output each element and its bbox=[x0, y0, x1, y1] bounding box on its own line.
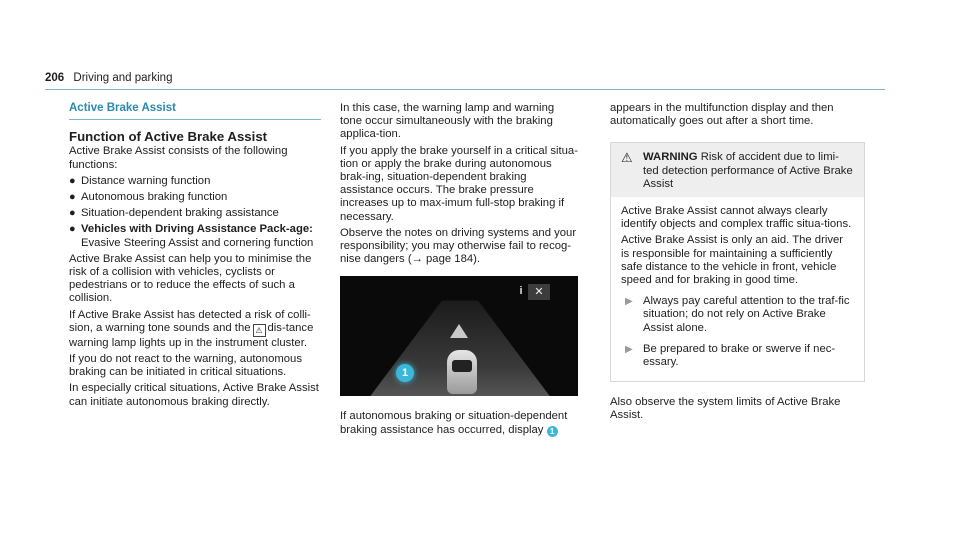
action-item: ▶ Always pay careful attention to the traf-fic situation; do not rely on Active Brake Assist alone. bbox=[625, 295, 850, 334]
multifunction-display-image bbox=[340, 276, 578, 396]
function-list bbox=[69, 175, 321, 250]
paragraph-especially: In especially critical situations, Active Brake Assist can initiate autonomous braking directly. bbox=[69, 382, 319, 408]
paragraph-system-limits: Also observe the system limits of Active Brake Assist. bbox=[610, 396, 841, 422]
bullet-icon: ● bbox=[69, 207, 76, 220]
close-icon: ✕ bbox=[528, 284, 550, 300]
page-number: 206 bbox=[45, 72, 65, 84]
chapter-title: Driving and parking bbox=[73, 72, 173, 84]
section-title: Active Brake Assist bbox=[69, 102, 176, 114]
image-caption: If autonomous braking or situation-dependent braking assistance has occurred, display 1 bbox=[340, 410, 568, 436]
paragraph-detect: If Active Brake Assist has detected a risk of colli-sion, a warning tone sounds and the ⚠ dis-tance warning lamp lights up in the instrument cluster. bbox=[69, 308, 314, 349]
bullet-icon: ● bbox=[69, 174, 76, 187]
warning-paragraph: Active Brake Assist is only an aid. The driver is responsible for maintaining a sufficiently safe distance to the vehicle in front, vehicle speed and for braking in good time. bbox=[621, 234, 844, 287]
warning-header bbox=[611, 143, 864, 197]
paragraph-minimise: Active Brake Assist can help you to minimise the risk of a collision with vehicles, cyclists or pedestrians or to reduce the effects of such a collision. bbox=[69, 252, 312, 305]
list-item: ● Vehicles with Driving Assistance Pack-age: Evasive Steering Assist and cornering function bbox=[69, 223, 314, 249]
list-item: ● Distance warning function bbox=[69, 174, 211, 187]
list-item: ● Autonomous braking function bbox=[69, 191, 228, 204]
column-2 bbox=[340, 102, 578, 440]
warning-label: WARNING bbox=[643, 151, 698, 164]
header-divider bbox=[45, 89, 885, 90]
distance-warning-lamp-icon: ⚠ bbox=[253, 324, 266, 337]
warning-triangle-icon bbox=[450, 324, 468, 338]
paragraph-react: If you do not react to the warning, autonomous braking can be initiated in critical situations. bbox=[69, 353, 302, 379]
info-icon: i bbox=[519, 285, 523, 298]
play-arrow-icon: ▶ bbox=[625, 296, 633, 308]
column-1 bbox=[69, 102, 321, 412]
list-item: ● Situation-dependent braking assistance bbox=[69, 207, 279, 220]
bullet-icon: ● bbox=[69, 191, 76, 204]
action-item: ▶ Be prepared to brake or swerve if nec-essary. bbox=[625, 342, 836, 369]
intro-paragraph: Active Brake Assist consists of the following functions: bbox=[69, 145, 288, 171]
car-icon bbox=[447, 350, 477, 394]
paragraph-appears: appears in the multifunction display and then automatically goes out after a short time. bbox=[610, 102, 834, 128]
callout-badge: 1 bbox=[396, 364, 414, 382]
paragraph-simultaneous: In this case, the warning lamp and warning tone occur simultaneously with the braking applica-tion. bbox=[340, 102, 555, 141]
column-3 bbox=[610, 102, 865, 426]
warning-body bbox=[611, 197, 864, 381]
warning-paragraph: Active Brake Assist cannot always clearly identify objects and complex traffic situa-tions. bbox=[621, 205, 852, 231]
page-header bbox=[45, 72, 172, 84]
warning-icon: ⚠ bbox=[621, 150, 633, 166]
subsection-title: Function of Active Brake Assist bbox=[69, 129, 268, 145]
callout-badge-inline: 1 bbox=[547, 426, 558, 437]
section-divider bbox=[69, 119, 321, 120]
paragraph-brake-yourself: If you apply the brake yourself in a critical situa-tion or apply the brake during autonomous brak-ing, situation-dependent braking assistance occurs. The brake pressure increases up to max-imum full-stop braking if necessary. bbox=[340, 144, 578, 223]
bullet-icon: ● bbox=[69, 223, 76, 236]
paragraph-observe-notes: Observe the notes on driving systems and your responsibility; you may otherwise fail to recog-nise dangers (→ page 184). bbox=[340, 226, 577, 266]
warning-box bbox=[610, 142, 865, 382]
play-arrow-icon: ▶ bbox=[625, 343, 633, 355]
warning-headline: Risk of accident due to limi-ted detection performance of Active Brake Assist bbox=[643, 151, 853, 190]
